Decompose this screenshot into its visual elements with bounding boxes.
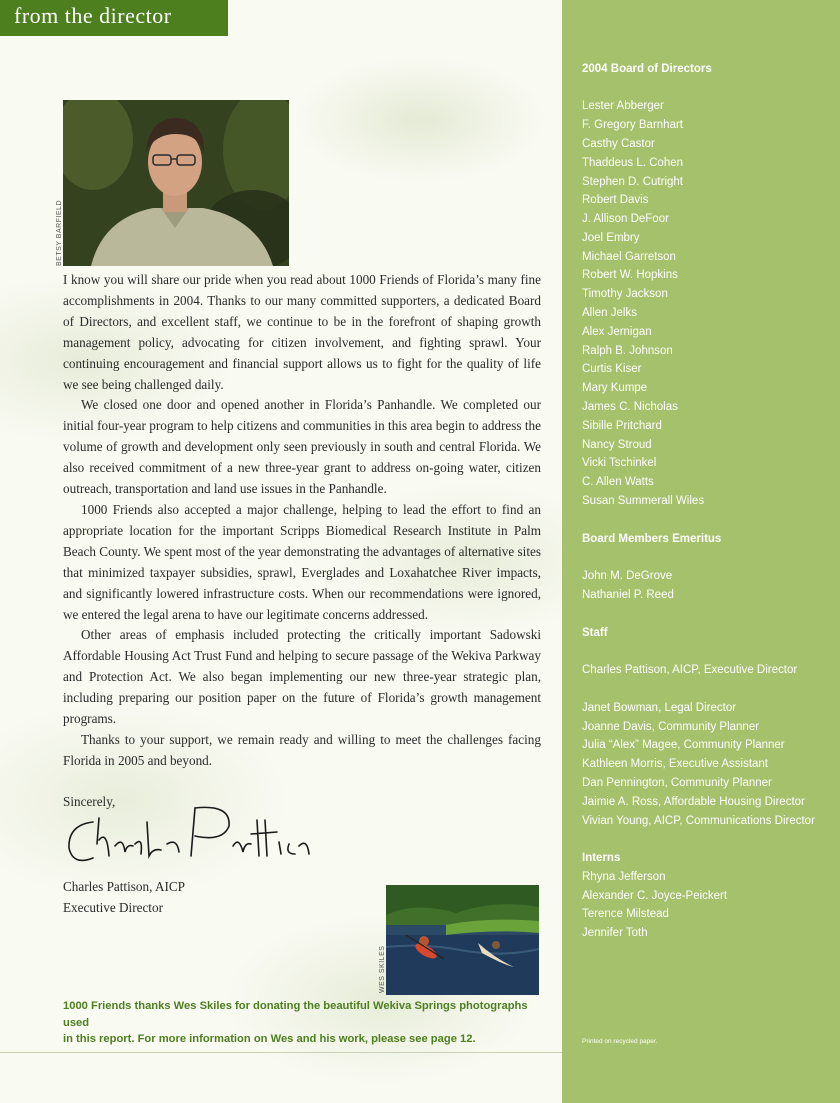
board-member: James C. Nicholas	[582, 401, 678, 413]
board-member: Nancy Stroud	[582, 439, 652, 451]
staff-member: Janet Bowman, Legal Director	[582, 702, 737, 714]
signer-name: Charles Pattison, AICP	[63, 879, 185, 894]
board-member: Alex Jernigan	[582, 326, 652, 338]
board-member: Lester Abberger	[582, 100, 664, 112]
thanks-line: in this report. For more information on Wes and his work, please see page 12.	[63, 1033, 476, 1045]
staff-member: Jaimie A. Ross, Affordable Housing Director	[582, 796, 805, 808]
signer-title: Executive Director	[63, 900, 163, 915]
letter-paragraph: Thanks to your support, we remain ready and willing to meet the challenges facing Florida in 2005 and beyond.	[63, 731, 541, 768]
board-member: Sibille Pritchard	[582, 420, 662, 432]
board-member: Susan Summerall Wiles	[582, 495, 705, 507]
staff-member: Julia “Alex” Magee, Community Planner	[582, 739, 785, 751]
divider	[0, 1052, 562, 1053]
intern: Rhyna Jefferson	[582, 871, 666, 883]
letter-paragraph: Other areas of emphasis included protecting the critically important Sadowski Affordable Housing Act Trust Fund and helping to secure passage of the Wekiva Parkway and Protection Act. We also began implementing our new three-year strategic plan, including preparing our position paper on the future of Florida’s growth management programs.	[63, 627, 541, 727]
section-header	[0, 0, 228, 36]
kayak-photo	[386, 885, 539, 995]
thanks-line: 1000 Friends thanks Wes Skiles for donating the beautiful Wekiva Springs photographs used	[63, 1000, 528, 1029]
board-member: Michael Garretson	[582, 251, 676, 263]
letter-paragraph: 1000 Friends also accepted a major challenge, helping to lead the effort to find an appropriate location for the important Scripps Biomedical Research Institute in Palm Beach County. We spent most of the year demonstrating the advantages of alternative sites that minimized taxpayer subsidies, sprawl, Everglades and Loxahatchee River impacts, and significantly lowered infrastructure costs. When our recommendations were ignored, we entered the legal arena to have our legitimate concerns addressed.	[63, 501, 541, 622]
staff-member: Dan Pennington, Community Planner	[582, 777, 772, 789]
emeritus-heading: Board Members Emeritus	[582, 533, 722, 545]
emeritus-member: John M. DeGrove	[582, 570, 673, 582]
board-heading: 2004 Board of Directors	[582, 63, 712, 75]
printed-note: Printed on recycled paper.	[582, 1038, 658, 1045]
letter-paragraph: I know you will share our pride when you read about 1000 Friends of Florida’s many fine accomplishments in 2004. Thanks to our many committed supporters, a dedicated Board of Directors, and excellent staff, we continue to be in the forefront of shaping growth management policy, advocating for citizen involvement, and fighting sprawl. Your continuing encouragement and financial support allows us to fight for the quality of life we see being challenged daily.	[63, 272, 541, 392]
signature	[63, 800, 313, 872]
board-member: J. Allison DeFoor	[582, 213, 669, 225]
board-member: Timothy Jackson	[582, 288, 668, 300]
board-member: Robert Davis	[582, 194, 649, 206]
board-member: Vicki Tschinkel	[582, 457, 657, 469]
sidebar	[562, 0, 840, 1103]
emeritus-member: Nathaniel P. Reed	[582, 589, 674, 601]
board-member: Robert W. Hopkins	[582, 269, 678, 281]
photo-thanks-note	[63, 998, 553, 1048]
staff-member: Kathleen Morris, Executive Assistant	[582, 758, 768, 770]
staff-heading: Staff	[582, 627, 608, 639]
board-member: Thaddeus L. Cohen	[582, 157, 684, 169]
board-member: Curtis Kiser	[582, 363, 642, 375]
staff-lead: Charles Pattison, AICP, Executive Director	[582, 664, 798, 676]
intern: Jennifer Toth	[582, 927, 648, 939]
board-member: Stephen D. Cutright	[582, 176, 684, 188]
board-member: Ralph B. Johnson	[582, 345, 673, 357]
board-member: Allen Jelks	[582, 307, 637, 319]
section-title: from the director	[14, 3, 172, 28]
director-letter	[63, 270, 541, 772]
staff-member: Joanne Davis, Community Planner	[582, 721, 760, 733]
closing: Sincerely,	[63, 794, 116, 809]
director-photo	[63, 100, 289, 266]
photo-credit-kayak: WES SKILES	[379, 945, 386, 993]
intern: Terence Milstead	[582, 908, 669, 920]
staff-member: Vivian Young, AICP, Communications Director	[582, 815, 815, 827]
board-member: C. Allen Watts	[582, 476, 654, 488]
letter-paragraph: We closed one door and opened another in Florida’s Panhandle. We completed our initial four-year program to help citizens and communities in this area begin to address the volume of growth and development only seen previously in south and central Florida. We also received commitment of a new three-year grant to address on-going water, citizen outreach, transportation and land use issues in the Panhandle.	[63, 397, 541, 497]
interns-heading: Interns	[582, 852, 621, 864]
board-member: Casthy Castor	[582, 138, 655, 150]
board-member: Joel Embry	[582, 232, 640, 244]
photo-credit-director: BETSY BARFIELD	[56, 199, 63, 266]
intern: Alexander C. Joyce-Peickert	[582, 890, 728, 902]
board-member: Mary Kumpe	[582, 382, 648, 394]
board-member: F. Gregory Barnhart	[582, 119, 683, 131]
